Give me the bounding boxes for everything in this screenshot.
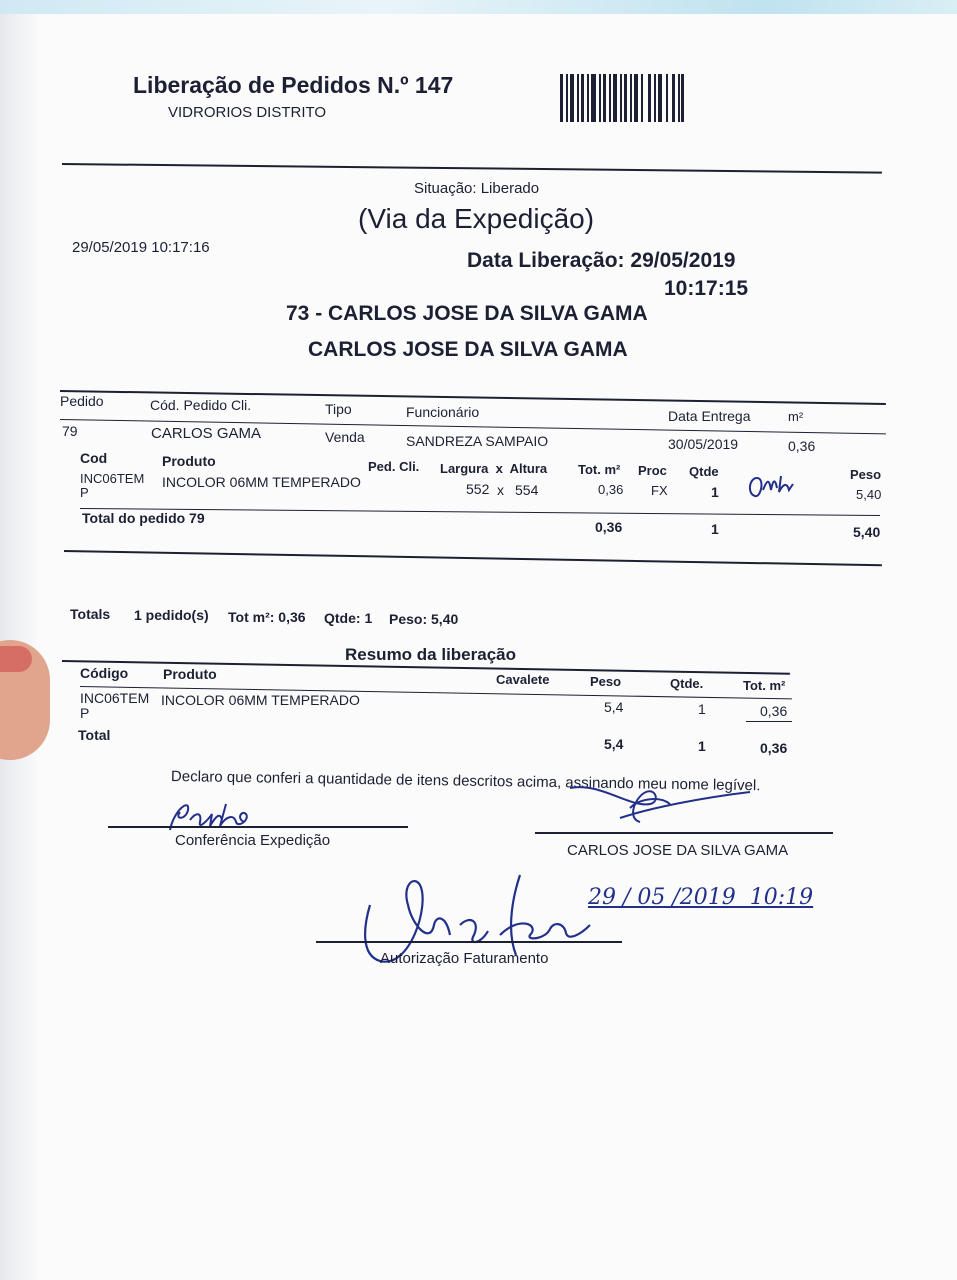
order-data-entrega: 30/05/2019 xyxy=(668,436,739,452)
conferencia-signature-line xyxy=(108,826,408,828)
col-funcionario: Funcionário xyxy=(406,404,480,420)
order-total-peso: 5,40 xyxy=(853,524,881,540)
resumo-total-label: Total xyxy=(78,727,111,743)
resumo-codigo-line1: INC06TEM xyxy=(80,690,150,706)
col-cod-pedido-cli: Cód. Pedido Cli. xyxy=(150,397,252,413)
totals-qtde: Qtde: 1 xyxy=(324,610,373,626)
client-line-1: 73 - CARLOS JOSE DA SILVA GAMA xyxy=(286,302,648,325)
resumo-col-tot-m2: Tot. m² xyxy=(743,678,786,693)
col-tot-m2: Tot. m² xyxy=(578,462,621,477)
client-signature-name: CARLOS JOSE DA SILVA GAMA xyxy=(567,842,789,859)
document-title: Liberação de Pedidos N.º 147 xyxy=(133,72,454,98)
order-funcionario: SANDREZA SAMPAIO xyxy=(406,433,549,449)
col-proc: Proc xyxy=(638,463,667,478)
order-total-qtde: 1 xyxy=(711,521,719,537)
release-date: Data Liberação: 29/05/2019 xyxy=(467,249,736,272)
finger-nail xyxy=(0,646,32,672)
client-signature-line xyxy=(535,832,833,834)
check-mark-signature xyxy=(745,470,800,506)
totals-label: Totals xyxy=(70,606,111,622)
background-strip xyxy=(0,0,957,14)
item-cod-line1: INC06TEM xyxy=(80,471,145,486)
item-x: x xyxy=(497,482,504,498)
item-produto: INCOLOR 06MM TEMPERADO xyxy=(162,474,361,490)
client-line-2: CARLOS JOSE DA SILVA GAMA xyxy=(308,338,628,361)
order-m2: 0,36 xyxy=(788,438,816,454)
resumo-total-peso: 5,4 xyxy=(604,736,624,752)
col-produto: Produto xyxy=(162,453,216,469)
col-peso: Peso xyxy=(850,467,882,482)
col-qtde: Qtde xyxy=(689,464,719,479)
order-total-m2: 0,36 xyxy=(595,519,623,535)
authorization-label: Autorização Faturamento xyxy=(380,950,549,967)
resumo-col-produto: Produto xyxy=(163,666,217,682)
resumo-peso: 5,4 xyxy=(604,699,624,715)
handwritten-date: 29 / 05 /2019 10:19 xyxy=(588,885,814,910)
order-total-label: Total do pedido 79 xyxy=(82,510,205,526)
resumo-col-peso: Peso xyxy=(590,674,622,689)
release-time: 10:17:15 xyxy=(664,277,749,300)
situation-text: Situação: Liberado xyxy=(414,180,540,197)
col-cod: Cod xyxy=(80,450,108,466)
resumo-produto: INCOLOR 06MM TEMPERADO xyxy=(161,692,360,708)
resumo-total-m2: 0,36 xyxy=(760,740,788,756)
item-altura: 554 xyxy=(515,482,539,498)
totals-m2: Tot m²: 0,36 xyxy=(228,609,306,625)
resumo-total-qtde: 1 xyxy=(698,738,706,754)
declaration-text: Declaro que conferi a quantidade de itens descritos acima, assinando meu nome legível. xyxy=(170,768,761,795)
item-qtde: 1 xyxy=(711,484,719,500)
col-data-entrega: Data Entrega xyxy=(668,408,751,424)
authorization-signature-line xyxy=(316,941,622,943)
order-tipo: Venda xyxy=(325,429,365,445)
resumo-tot-m2: 0,36 xyxy=(760,703,788,719)
resumo-col-cavalete: Cavalete xyxy=(496,672,550,687)
col-pedido: Pedido xyxy=(60,393,104,409)
totals-pedidos: 1 pedido(s) xyxy=(134,607,209,623)
item-peso: 5,40 xyxy=(856,487,882,502)
conferencia-label: Conferência Expedição xyxy=(175,832,331,849)
item-cod-line2: P xyxy=(80,485,89,500)
resumo-codigo-line2: P xyxy=(80,705,90,721)
client-signature xyxy=(560,778,760,838)
col-largura-altura: Largura x Altura xyxy=(440,461,548,476)
resumo-qtde: 1 xyxy=(698,701,706,717)
order-cod-pedido-cli: CARLOS GAMA xyxy=(151,425,262,442)
col-m2: m² xyxy=(788,409,804,424)
item-proc: FX xyxy=(651,483,668,498)
item-largura: 552 xyxy=(466,481,490,497)
order-pedido: 79 xyxy=(62,423,78,439)
totals-peso: Peso: 5,40 xyxy=(389,611,459,627)
barcode xyxy=(560,74,684,122)
item-tot-m2: 0,36 xyxy=(598,482,624,497)
col-ped-cli: Ped. Cli. xyxy=(368,459,420,474)
company-name: VIDRORIOS DISTRITO xyxy=(168,104,327,121)
print-datetime: 29/05/2019 10:17:16 xyxy=(72,239,210,256)
resumo-col-qtde: Qtde. xyxy=(670,676,704,691)
col-tipo: Tipo xyxy=(325,401,352,417)
resumo-title: Resumo da liberação xyxy=(345,645,517,664)
resumo-sum-line xyxy=(746,721,792,722)
via-title: (Via da Expedição) xyxy=(358,203,595,234)
resumo-col-codigo: Código xyxy=(80,665,129,681)
